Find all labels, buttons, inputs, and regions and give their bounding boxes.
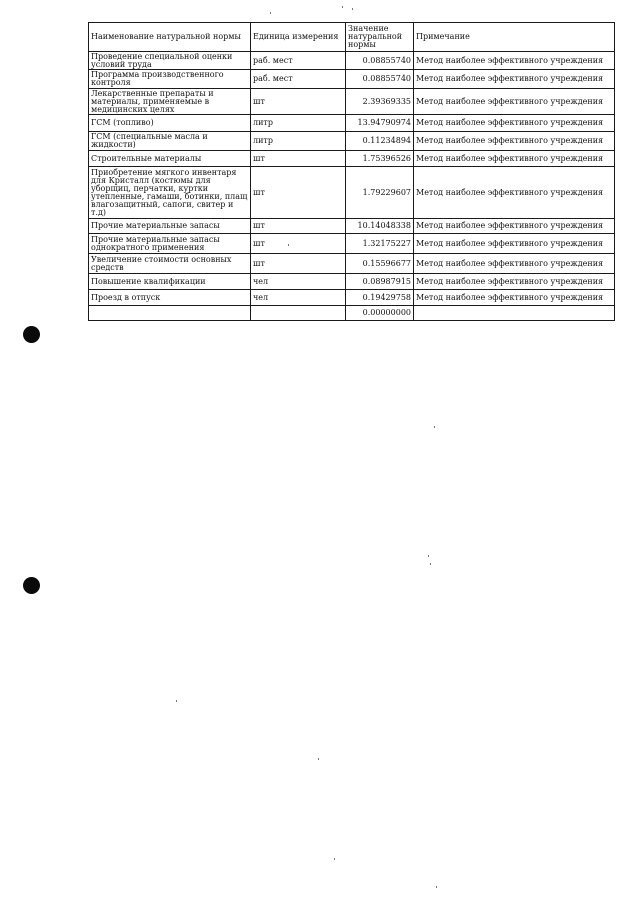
row-value: 0.08855740	[346, 70, 414, 89]
row-name: Увеличение стоимости основных средств	[89, 254, 251, 274]
binder-hole-top	[23, 326, 40, 343]
row-note: Метод наиболее эффективного учреждения	[414, 254, 615, 274]
table-row	[89, 52, 615, 70]
row-name: Программа производственного контроля	[89, 70, 251, 89]
row-value: 2.39369335	[346, 89, 414, 115]
table-header-row	[89, 23, 615, 52]
row-note: Метод наиболее эффективного учреждения	[414, 70, 615, 89]
scan-speck	[430, 563, 431, 565]
row-unit: чел	[251, 274, 346, 290]
row-unit: литр	[251, 132, 346, 151]
table-row	[89, 254, 615, 274]
row-note: Метод наиболее эффективного учреждения	[414, 115, 615, 132]
scan-speck	[352, 8, 353, 10]
row-unit: шт	[251, 219, 346, 234]
row-value: 13.94790974	[346, 115, 414, 132]
row-note: Метод наиболее эффективного учреждения	[414, 234, 615, 254]
row-unit: раб. мест	[251, 70, 346, 89]
scan-speck	[342, 6, 343, 8]
scan-speck	[428, 555, 429, 557]
scan-speck	[334, 858, 335, 860]
row-note: Метод наиболее эффективного учреждения	[414, 219, 615, 234]
row-value: 0.19429758	[346, 290, 414, 306]
header-name: Наименование натуральной нормы	[89, 23, 251, 52]
row-unit: шт	[251, 167, 346, 219]
scan-speck	[176, 700, 177, 702]
row-name: Повышение квалификации	[89, 274, 251, 290]
scan-speck	[270, 12, 271, 14]
natural-norms-table	[88, 22, 615, 321]
row-unit: чел	[251, 290, 346, 306]
row-name	[89, 306, 251, 321]
row-value: 0.08855740	[346, 52, 414, 70]
row-value: 0.08987915	[346, 274, 414, 290]
row-note: Метод наиболее эффективного учреждения	[414, 132, 615, 151]
table-row	[89, 89, 615, 115]
table-row	[89, 234, 615, 254]
row-name: ГСМ (топливо)	[89, 115, 251, 132]
row-unit: шт	[251, 89, 346, 115]
table-row	[89, 274, 615, 290]
row-note: Метод наиболее эффективного учреждения	[414, 167, 615, 219]
row-note: Метод наиболее эффективного учреждения	[414, 52, 615, 70]
row-value: 1.32175227	[346, 234, 414, 254]
row-note: Метод наиболее эффективного учреждения	[414, 274, 615, 290]
row-name: Лекарственные препараты и материалы, применяемые в медицинских целях	[89, 89, 251, 115]
table-row	[89, 132, 615, 151]
table-row	[89, 115, 615, 132]
row-unit: шт	[251, 151, 346, 167]
row-name: Приобретение мягкого инвентаря для Кристалл (костюмы для уборщиц, перчатки, куртки утепленные, гамаши, ботинки, плащ влагозащитный, сапоги, свитер и т.д)	[89, 167, 251, 219]
table-row	[89, 290, 615, 306]
row-name: Прочие материальные запасы однократного применения	[89, 234, 251, 254]
binder-hole-bottom	[23, 577, 40, 594]
header-note: Примечание	[414, 23, 615, 52]
row-unit: литр	[251, 115, 346, 132]
row-unit: шт	[251, 254, 346, 274]
row-unit	[251, 306, 346, 321]
row-value: 1.79229607	[346, 167, 414, 219]
row-value: 0.11234894	[346, 132, 414, 151]
header-unit: Единица измерения	[251, 23, 346, 52]
scan-speck	[318, 758, 319, 760]
row-name: Прочие материальные запасы	[89, 219, 251, 234]
table-row	[89, 70, 615, 89]
row-note: Метод наиболее эффективного учреждения	[414, 89, 615, 115]
table-row	[89, 167, 615, 219]
row-unit: раб. мест	[251, 52, 346, 70]
row-note	[414, 306, 615, 321]
row-value: 0.00000000	[346, 306, 414, 321]
row-note: Метод наиболее эффективного учреждения	[414, 151, 615, 167]
row-value: 1.75396526	[346, 151, 414, 167]
row-unit: шт	[251, 234, 346, 254]
table-row	[89, 306, 615, 321]
row-note: Метод наиболее эффективного учреждения	[414, 290, 615, 306]
table-row	[89, 219, 615, 234]
table-row	[89, 151, 615, 167]
header-value: Значение натуральной нормы	[346, 23, 414, 52]
row-value: 10.14048338	[346, 219, 414, 234]
row-value: 0.15596677	[346, 254, 414, 274]
row-name: Проезд в отпуск	[89, 290, 251, 306]
row-name: ГСМ (специальные масла и жидкости)	[89, 132, 251, 151]
scan-speck	[436, 886, 437, 888]
row-name: Строительные материалы	[89, 151, 251, 167]
row-name: Проведение специальной оценки условий труда	[89, 52, 251, 70]
scan-speck	[434, 426, 435, 428]
scan-speck	[288, 244, 289, 246]
